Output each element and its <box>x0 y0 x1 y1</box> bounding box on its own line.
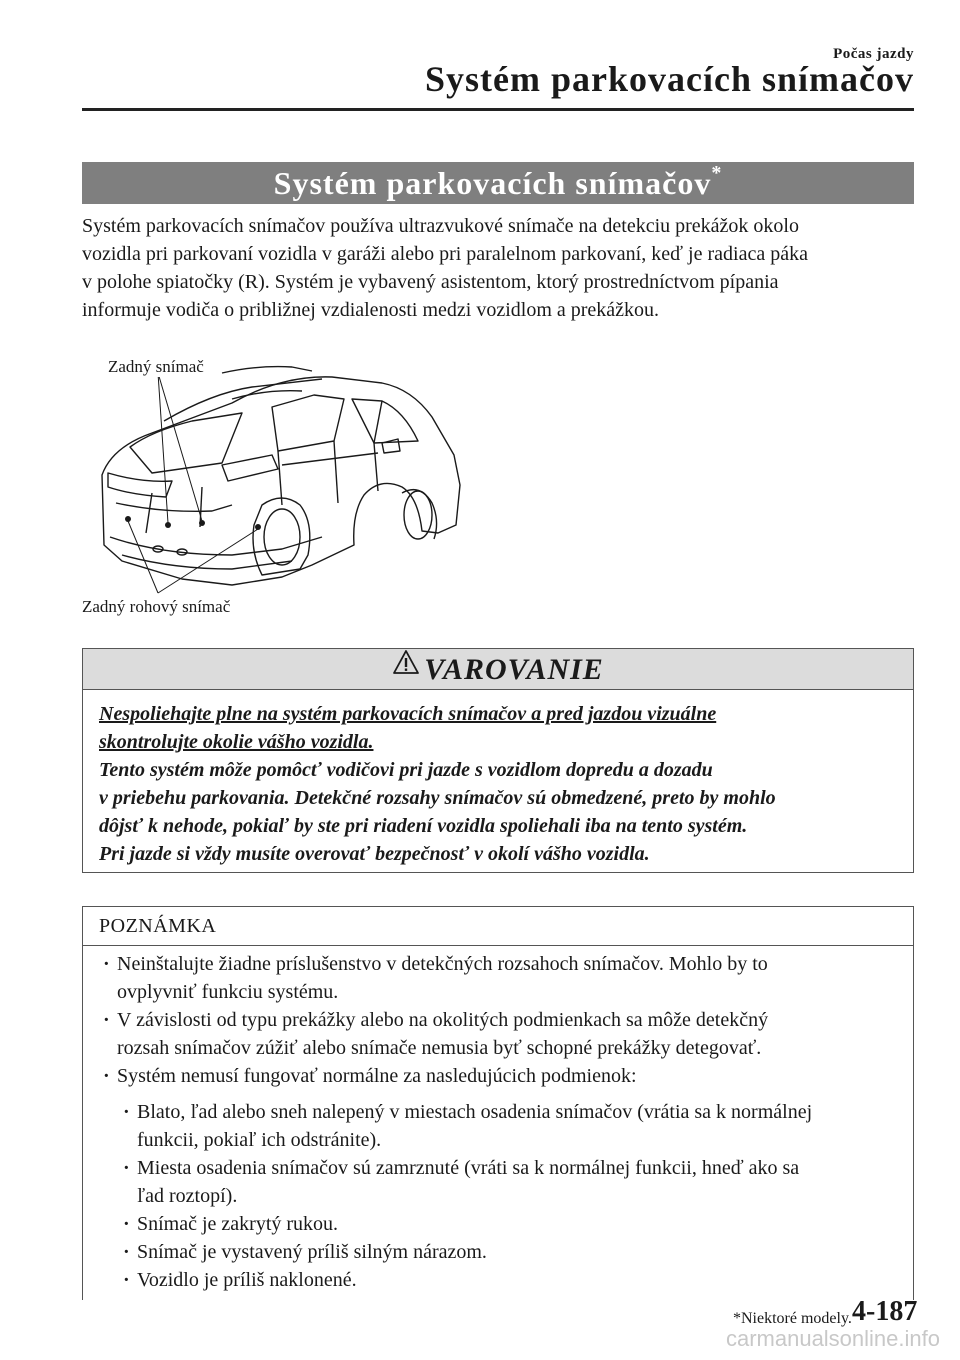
note-item: · Systém nemusí fungovať normálne za nasledujúcich podmienok: <box>99 1062 899 1090</box>
note-subitem: · Vozidlo je príliš naklonené. <box>119 1266 899 1294</box>
some-models-mark: * <box>711 162 723 184</box>
section-title: Systém parkovacích snímačov <box>273 165 712 201</box>
footnote: *Niektoré modely. <box>733 1310 852 1327</box>
warning-underlined-end: skontrolujte okolie vášho vozidla. <box>99 731 374 753</box>
warning-line <box>99 728 899 756</box>
note-line: Systém nemusí fungovať normálne za nasledujúcich podmienok: <box>117 1065 637 1087</box>
note-subitem: · Blato, ľad alebo sneh nalepený v miestach osadenia snímačov (vrátia sa k normálnej funkcii, pokiaľ ich odstránite). <box>119 1098 899 1154</box>
intro-paragraph <box>82 212 904 324</box>
note-line: rozsah snímačov zúžiť alebo snímače nemusia byť schopné prekážky detegovať. <box>117 1037 762 1059</box>
note-box <box>82 906 914 1300</box>
note-line: Miesta osadenia snímačov sú zamrznuté (vráti sa k normálnej funkcii, hneď ako sa <box>137 1157 800 1179</box>
note-line: Snímač je vystavený príliš silným nárazom. <box>137 1241 487 1263</box>
intro-line: informuje vodiča o približnej vzdialenosti medzi vozidlom a prekážkou. <box>82 299 660 321</box>
note-line: Neinštalujte žiadne príslušenstvo v detekčných rozsahoch snímačov. Mohlo by to <box>117 953 768 975</box>
chapter-name: Počas jazdy <box>833 46 914 62</box>
warning-line: Nespoliehajte plne na systém parkovacích snímačov a pred jazdou vizuálne <box>99 703 717 725</box>
note-line: ovplyvniť funkciu systému. <box>117 981 339 1003</box>
note-item: · V závislosti od typu prekážky alebo na okolitých podmienkach sa môže detekčný rozsah snímačov zúžiť alebo snímače nemusia byť schopné prekážky detegovať. <box>99 1006 899 1062</box>
watermark: carmanualsonline.info <box>725 1326 940 1351</box>
warning-line: v priebehu parkovania. Detekčné rozsahy snímačov sú obmedzené, preto by mohlo <box>99 787 776 809</box>
page-number: 4-187 <box>852 1296 918 1327</box>
rear-sensor-label: Zadný snímač <box>108 357 204 376</box>
note-subitem: · Miesta osadenia snímačov sú zamrznuté (vráti sa k normálnej funkcii, hneď ako sa ľad roztopí). <box>119 1154 899 1210</box>
note-line: Snímač je zakrytý rukou. <box>137 1213 339 1235</box>
header-rule <box>82 108 914 111</box>
note-line: V závislosti od typu prekážky alebo na okolitých podmienkach sa môže detekčný <box>117 1009 769 1031</box>
warning-triangle-icon <box>392 649 420 691</box>
note-line: ľad roztopí). <box>137 1185 238 1207</box>
warning-line: Pri jazde si vždy musíte overovať bezpečnosť v okolí vášho vozidla. <box>99 843 650 865</box>
intro-line: Systém parkovacích snímačov používa ultrazvukové snímače na detekciu prekážok okolo <box>82 215 799 237</box>
page-header-title: Systém parkovacích snímačov <box>425 59 914 99</box>
note-title: POZNÁMKA <box>83 907 913 946</box>
note-line: Blato, ľad alebo sneh nalepený v miestach osadenia snímačov (vrátia sa k normálnej <box>137 1101 813 1123</box>
warning-title: VAROVANIE <box>424 653 604 686</box>
warning-header <box>83 649 913 690</box>
warning-text <box>83 690 913 868</box>
note-subitem: · Snímač je zakrytý rukou. <box>119 1210 899 1238</box>
intro-line: vozidla pri parkovaní vozidla v garáži alebo pri paralelnom parkovaní, keď je radiaca páka <box>82 243 808 265</box>
section-banner <box>82 162 914 204</box>
warning-line: dôjsť k nehode, pokiaľ by ste pri riadení vozidla spoliehali iba na tento systém. <box>99 815 748 837</box>
note-line: Vozidlo je príliš naklonené. <box>137 1269 357 1291</box>
note-line: funkcii, pokiaľ ich odstránite). <box>137 1129 382 1151</box>
rear-car-illustration <box>82 355 502 625</box>
note-item: · Neinštalujte žiadne príslušenstvo v detekčných rozsahoch snímačov. Mohlo by to ovplyvniť funkciu systému. <box>99 950 899 1006</box>
intro-line: v polohe spiatočky (R). Systém je vybavený asistentom, ktorý prostredníctvom pípania <box>82 271 779 293</box>
note-body <box>83 946 913 1294</box>
warning-line: Tento systém môže pomôcť vodičovi pri jazde s vozidlom dopredu a dozadu <box>99 759 713 781</box>
warning-box <box>82 648 914 873</box>
note-subitem: · Snímač je vystavený príliš silným nárazom. <box>119 1238 899 1266</box>
car-sensor-figure <box>82 355 502 625</box>
rear-corner-sensor-label: Zadný rohový snímač <box>82 597 231 616</box>
